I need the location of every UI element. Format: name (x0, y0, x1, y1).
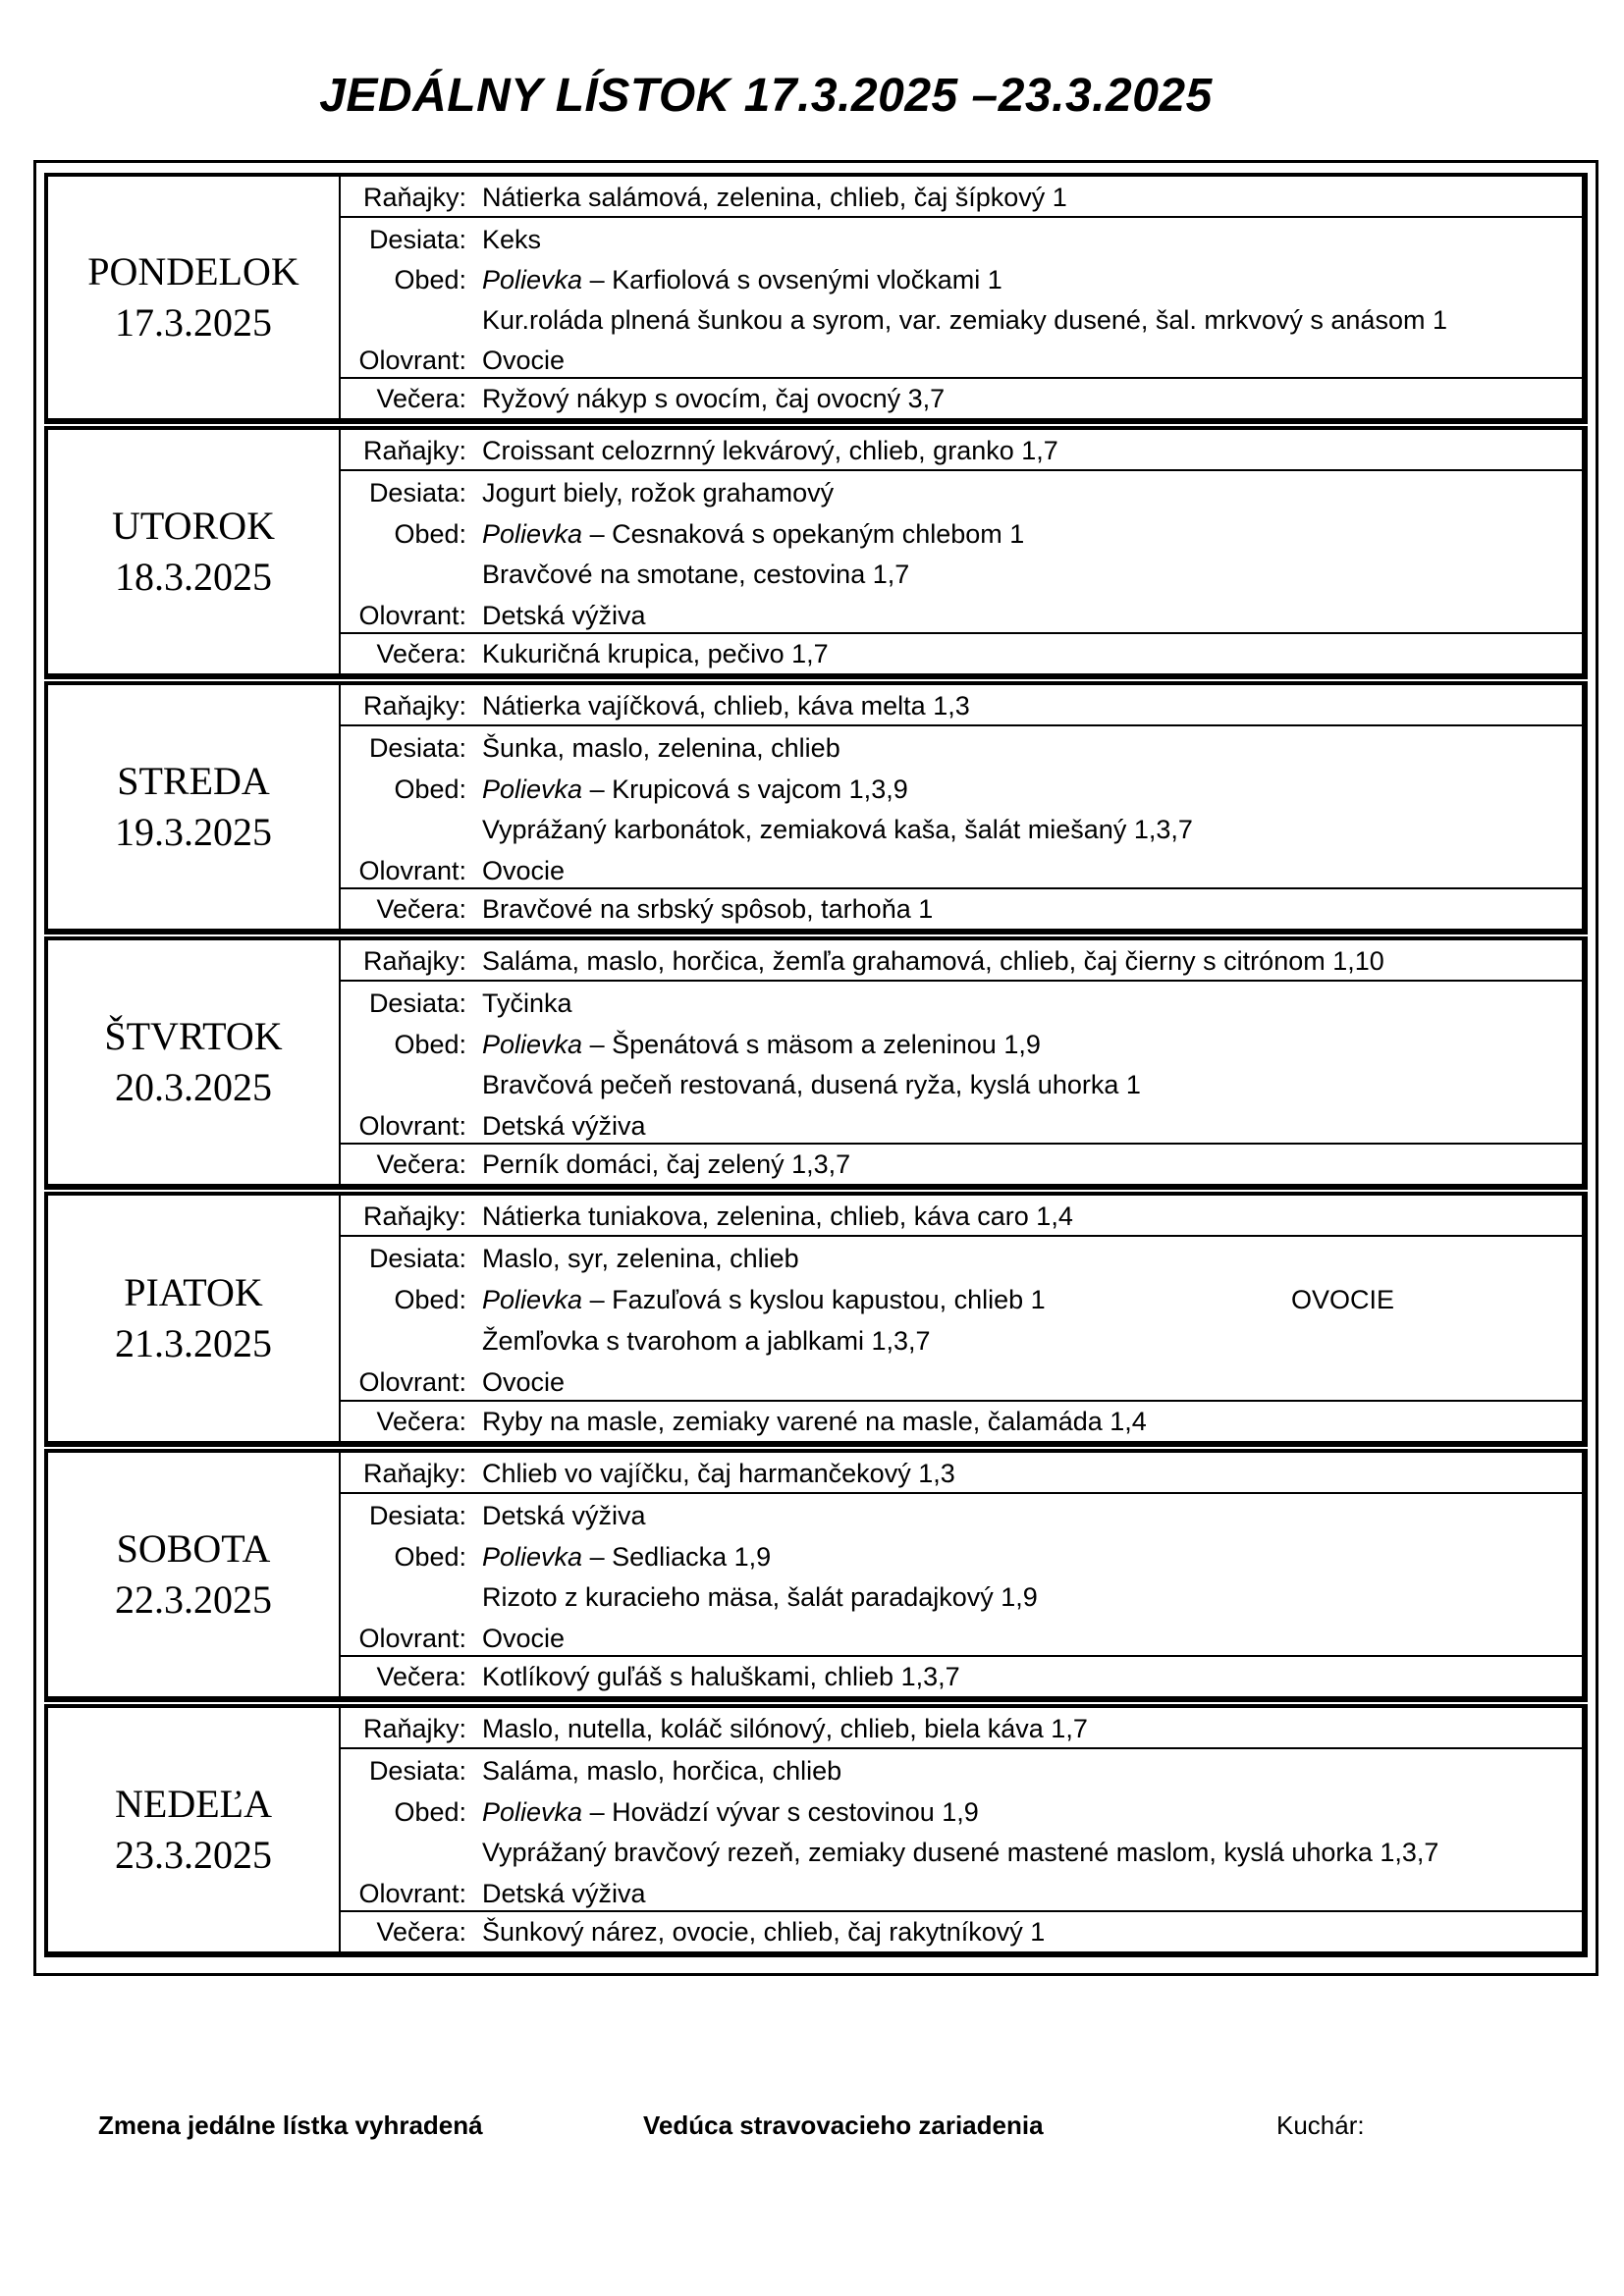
day-name: ŠTVRTOK (104, 1014, 283, 1058)
snack-text: Šunka, maslo, zelenina, chlieb (482, 733, 840, 763)
day-name: SOBOTA (116, 1526, 271, 1571)
day-name-cell (48, 1453, 341, 1696)
dinner-label: Večera: (376, 1917, 466, 1947)
lunch-extra: OVOCIE (1291, 1285, 1395, 1314)
day-date: 23.3.2025 (115, 1833, 272, 1877)
lunch-soup-label: Obed: (394, 1029, 466, 1059)
breakfast-text: Nátierka salámová, zelenina, chlieb, čaj šípkový 1 (482, 183, 1067, 212)
dinner-label: Večera: (376, 1149, 466, 1179)
soup-text: – Cesnaková s opekaným chlebom 1 (582, 518, 1025, 549)
lunch-soup-text (482, 1537, 771, 1576)
lunch-soup-text (482, 514, 1024, 554)
day-name-cell (48, 1196, 341, 1441)
day-date: 18.3.2025 (115, 555, 272, 599)
day-block (44, 681, 1588, 934)
menu-table (33, 160, 1598, 1976)
soup-label: Polievka (482, 1541, 583, 1572)
midday-block (339, 1237, 1582, 1402)
midday-block (339, 982, 1582, 1145)
lunch-soup-label: Obed: (394, 1285, 466, 1314)
dinner-row (339, 1912, 1582, 1951)
midday-block (339, 1494, 1582, 1657)
lunch-main-text: Vyprážaný karbonátok, zemiaková kaša, šalát miešaný 1,3,7 (482, 815, 1193, 844)
day-name-cell (48, 430, 341, 673)
soup-label: Polievka (482, 1796, 583, 1827)
afternoon-snack-label: Olovrant: (358, 600, 466, 630)
meals-cell (339, 940, 1582, 1184)
dinner-row (339, 379, 1582, 418)
lunch-soup-text (482, 770, 908, 809)
dinner-text: Bravčové na srbský spôsob, tarhoňa 1 (482, 894, 934, 924)
lunch-main-text: Rizoto z kuracieho mäsa, šalát paradajkový 1,9 (482, 1582, 1038, 1612)
lunch-main-text: Kur.roláda plnená šunkou a syrom, var. zemiaky dusené, šal. mrkvový s anásom 1 (482, 305, 1447, 335)
day-name-cell (48, 685, 341, 929)
day-block (44, 173, 1588, 424)
day-name-cell (48, 177, 341, 418)
afternoon-snack-text: Ovocie (482, 1623, 566, 1653)
snack-label: Desiata: (368, 1501, 466, 1530)
dinner-text: Ryby na masle, zemiaky varené na masle, čalamáda 1,4 (482, 1407, 1147, 1436)
breakfast-label: Raňajky: (362, 1201, 466, 1231)
day-name-cell (48, 1708, 341, 1951)
meals-cell (339, 1196, 1582, 1441)
breakfast-row (339, 430, 1582, 471)
day-date: 19.3.2025 (115, 810, 272, 854)
snack-text: Maslo, syr, zelenina, chlieb (482, 1244, 799, 1273)
day-date: 20.3.2025 (115, 1065, 272, 1109)
dinner-row (339, 1402, 1582, 1441)
footer-manager: Vedúca stravovacieho zariadenia (643, 2110, 1044, 2140)
breakfast-label: Raňajky: (362, 183, 466, 212)
day-name: STREDA (117, 759, 270, 803)
dinner-row (339, 889, 1582, 929)
afternoon-snack-text: Ovocie (482, 346, 566, 375)
day-name: UTOROK (112, 504, 275, 548)
day-block (44, 936, 1588, 1190)
day-date: 21.3.2025 (115, 1321, 272, 1365)
meals-cell (339, 177, 1582, 418)
breakfast-row (339, 177, 1582, 218)
dinner-text: Ryžový nákyp s ovocím, čaj ovocný 3,7 (482, 384, 946, 413)
dinner-text: Šunkový nárez, ovocie, chlieb, čaj rakytníkový 1 (482, 1917, 1046, 1947)
day-block (44, 1449, 1588, 1702)
lunch-main-text: Vyprážaný bravčový rezeň, zemiaky dusené mastené maslom, kyslá uhorka 1,3,7 (482, 1838, 1439, 1867)
footer-note: Zmena jedálne lístka vyhradená (98, 2110, 483, 2140)
day-date: 22.3.2025 (115, 1577, 272, 1622)
afternoon-snack-label: Olovrant: (358, 1623, 466, 1653)
day-name: PONDELOK (87, 249, 299, 294)
dinner-text: Kukuričná krupica, pečivo 1,7 (482, 639, 829, 668)
breakfast-text: Croissant celozrnný lekvárový, chlieb, granko 1,7 (482, 436, 1058, 465)
breakfast-text: Chlieb vo vajíčku, čaj harmančekový 1,3 (482, 1459, 955, 1488)
lunch-soup-text (482, 1025, 1041, 1064)
dinner-label: Večera: (376, 1662, 466, 1691)
breakfast-row (339, 1196, 1582, 1237)
afternoon-snack-label: Olovrant: (358, 1110, 466, 1141)
breakfast-label: Raňajky: (362, 691, 466, 721)
lunch-main-text: Bravčové na smotane, cestovina 1,7 (482, 560, 910, 589)
breakfast-label: Raňajky: (362, 1459, 466, 1488)
snack-text: Keks (482, 225, 542, 254)
afternoon-snack-label: Olovrant: (358, 346, 466, 375)
soup-label: Polievka (482, 1285, 583, 1314)
midday-block (339, 218, 1582, 379)
midday-block (339, 1749, 1582, 1912)
day-name: PIATOK (124, 1270, 263, 1314)
meals-cell (339, 685, 1582, 929)
lunch-soup-label: Obed: (394, 774, 466, 804)
soup-label: Polievka (482, 774, 583, 804)
afternoon-snack-text: Detská výživa (482, 1110, 646, 1141)
page-title: JEDÁLNY LÍSTOK 17.3.2025 –23.3.2025 (319, 70, 1213, 122)
dinner-row (339, 1145, 1582, 1184)
day-block (44, 1192, 1588, 1447)
soup-text: – Fazuľová s kyslou kapustou, chlieb 1 (582, 1285, 1046, 1314)
afternoon-snack-label: Olovrant: (358, 855, 466, 885)
snack-text: Saláma, maslo, horčica, chlieb (482, 1756, 842, 1786)
afternoon-snack-text: Ovocie (482, 855, 566, 885)
breakfast-text: Saláma, maslo, horčica, žemľa grahamová, chlieb, čaj čierny s citrónom 1,10 (482, 946, 1384, 976)
dinner-text: Perník domáci, čaj zelený 1,3,7 (482, 1149, 851, 1179)
midday-block (339, 726, 1582, 889)
midday-block (339, 471, 1582, 634)
dinner-label: Večera: (376, 894, 466, 924)
snack-text: Detská výživa (482, 1501, 646, 1530)
breakfast-text: Maslo, nutella, koláč silónový, chlieb, biela káva 1,7 (482, 1714, 1088, 1743)
soup-text: – Karfiolová s ovsenými vločkami 1 (582, 265, 1002, 294)
afternoon-snack-label: Olovrant: (358, 1878, 466, 1908)
breakfast-label: Raňajky: (362, 946, 466, 976)
breakfast-row (339, 685, 1582, 726)
dinner-label: Večera: (376, 384, 466, 413)
soup-label: Polievka (482, 265, 583, 294)
snack-label: Desiata: (368, 988, 466, 1018)
soup-text: – Hovädzí vývar s cestovinou 1,9 (582, 1796, 979, 1827)
day-block (44, 1704, 1588, 1957)
breakfast-row (339, 1453, 1582, 1494)
breakfast-row (339, 1708, 1582, 1749)
lunch-soup-text (482, 1280, 1046, 1319)
lunch-soup-label: Obed: (394, 518, 466, 549)
dinner-text: Kotlíkový guľáš s haluškami, chlieb 1,3,7 (482, 1662, 960, 1691)
lunch-soup-label: Obed: (394, 1796, 466, 1827)
soup-label: Polievka (482, 1029, 583, 1059)
breakfast-text: Nátierka vajíčková, chlieb, káva melta 1,3 (482, 691, 970, 721)
dinner-row (339, 634, 1582, 673)
lunch-main-text: Žemľovka s tvarohom a jablkami 1,3,7 (482, 1326, 931, 1356)
dinner-row (339, 1657, 1582, 1696)
snack-label: Desiata: (368, 478, 466, 507)
breakfast-text: Nátierka tuniakova, zelenina, chlieb, káva caro 1,4 (482, 1201, 1073, 1231)
lunch-main-text: Bravčová pečeň restovaná, dusená ryža, kyslá uhorka 1 (482, 1070, 1141, 1099)
breakfast-label: Raňajky: (362, 436, 466, 465)
afternoon-snack-text: Detská výživa (482, 600, 646, 630)
lunch-soup-text (482, 260, 1002, 299)
dinner-label: Večera: (376, 1407, 466, 1436)
day-name: NEDEĽA (115, 1782, 272, 1826)
day-block (44, 426, 1588, 679)
afternoon-snack-text: Detská výživa (482, 1878, 646, 1908)
soup-text: – Špenátová s mäsom a zeleninou 1,9 (582, 1029, 1041, 1059)
snack-label: Desiata: (368, 733, 466, 763)
soup-text: – Krupicová s vajcom 1,3,9 (582, 774, 908, 804)
snack-label: Desiata: (368, 1756, 466, 1786)
snack-text: Tyčinka (482, 988, 572, 1018)
afternoon-snack-text: Ovocie (482, 1367, 566, 1397)
lunch-soup-text (482, 1792, 979, 1832)
meals-cell (339, 1453, 1582, 1696)
soup-text: – Sedliacka 1,9 (582, 1541, 772, 1572)
lunch-soup-label: Obed: (394, 265, 466, 294)
breakfast-label: Raňajky: (362, 1714, 466, 1743)
footer-cook: Kuchár: (1276, 2110, 1365, 2140)
soup-label: Polievka (482, 518, 583, 549)
meals-cell (339, 430, 1582, 673)
breakfast-row (339, 940, 1582, 982)
snack-text: Jogurt biely, rožok grahamový (482, 478, 835, 507)
afternoon-snack-label: Olovrant: (358, 1367, 466, 1397)
day-date: 17.3.2025 (115, 300, 272, 345)
meals-cell (339, 1708, 1582, 1951)
lunch-soup-label: Obed: (394, 1541, 466, 1572)
snack-label: Desiata: (368, 225, 466, 254)
dinner-label: Večera: (376, 639, 466, 668)
day-name-cell (48, 940, 341, 1184)
snack-label: Desiata: (368, 1244, 466, 1273)
